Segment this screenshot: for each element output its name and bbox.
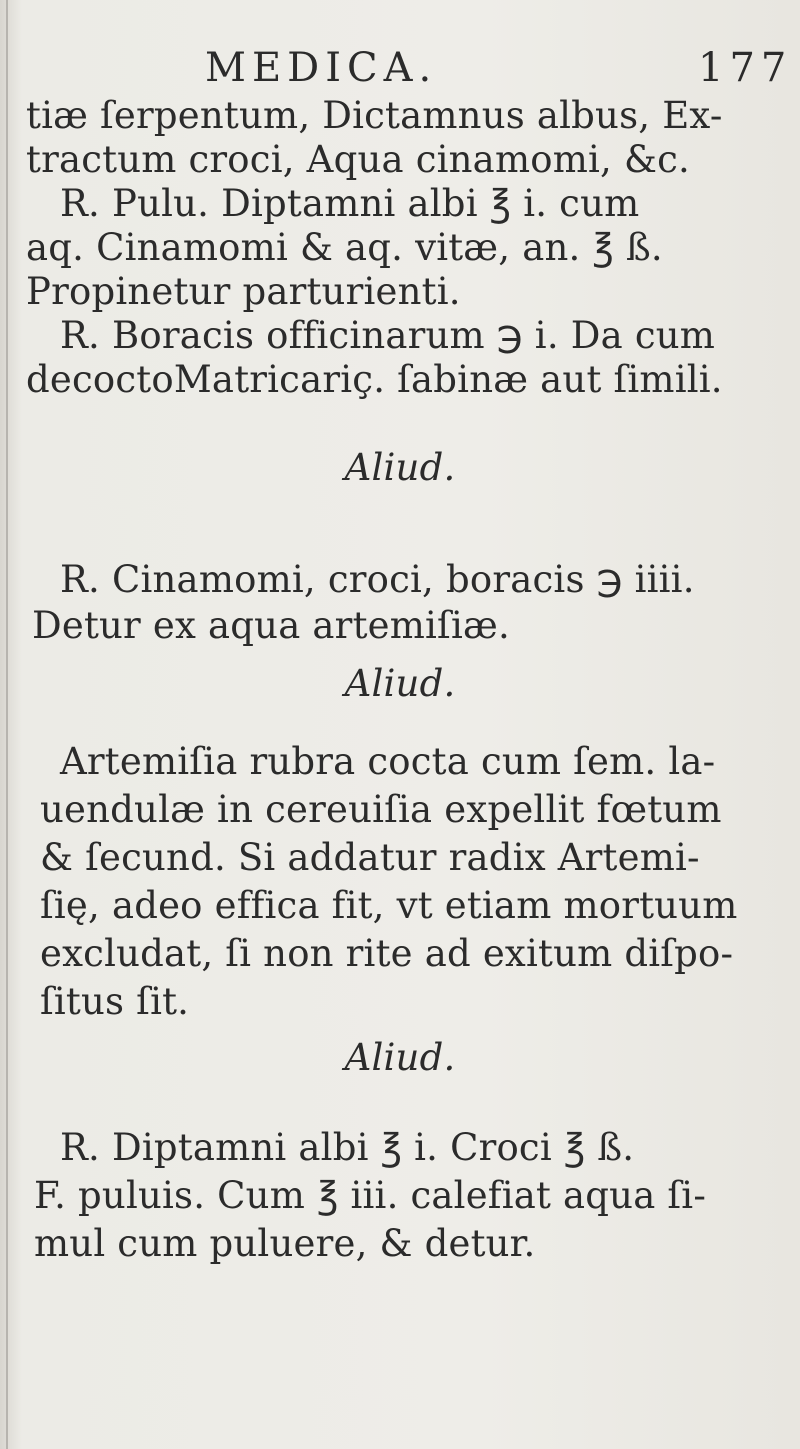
section-heading-aliud-3: Aliud. [344, 1036, 456, 1079]
section-heading-aliud-2: Aliud. [344, 662, 456, 705]
text-line-14: excludat, ſi non rite ad exitum diſpo- [40, 932, 734, 975]
text-line-18: mul cum puluere, & detur. [34, 1222, 536, 1265]
text-line-12: & ſecund. Si addatur radix Artemi- [40, 836, 700, 879]
text-line-16: R. Diptamni albi ℥ i. Croci ℥ ß. [60, 1126, 635, 1169]
page-number: 177 [698, 45, 793, 91]
text-line-7: decoctoMatricariç. ſabinæ aut ſimili. [26, 358, 723, 401]
text-line-10: Artemiſia rubra cocta cum ſem. la- [60, 740, 716, 783]
page-gutter-edge [6, 0, 8, 1449]
text-line-5: Propinetur parturienti. [26, 270, 461, 313]
text-line-8: R. Cinamomi, croci, boracis ℈ iiii. [60, 558, 695, 601]
section-heading-aliud-1: Aliud. [344, 446, 456, 489]
text-line-3: R. Pulu. Diptamni albi ℥ i. cum [60, 182, 640, 225]
text-line-11: uendulæ in cereuiſia expellit fœtum [40, 788, 722, 831]
running-title: MEDICA. [205, 45, 438, 91]
text-line-4: aq. Cinamomi & aq. vitæ, an. ℥ ß. [26, 226, 663, 269]
text-line-17: F. puluis. Cum ℥ iii. calefiat aqua ſi- [34, 1174, 707, 1217]
text-line-9: Detur ex aqua artemiſiæ. [32, 604, 510, 647]
text-line-13: ſię, adeo effica fit, vt etiam mortuum [40, 884, 738, 927]
text-line-15: ſitus ſit. [40, 980, 190, 1023]
text-line-6: R. Boracis officinarum ℈ i. Da cum [60, 314, 716, 357]
text-line-1: tiæ ſerpentum, Dictamnus albus, Ex- [26, 94, 723, 137]
text-line-2: tractum croci, Aqua cinamomi, &c. [26, 138, 690, 181]
